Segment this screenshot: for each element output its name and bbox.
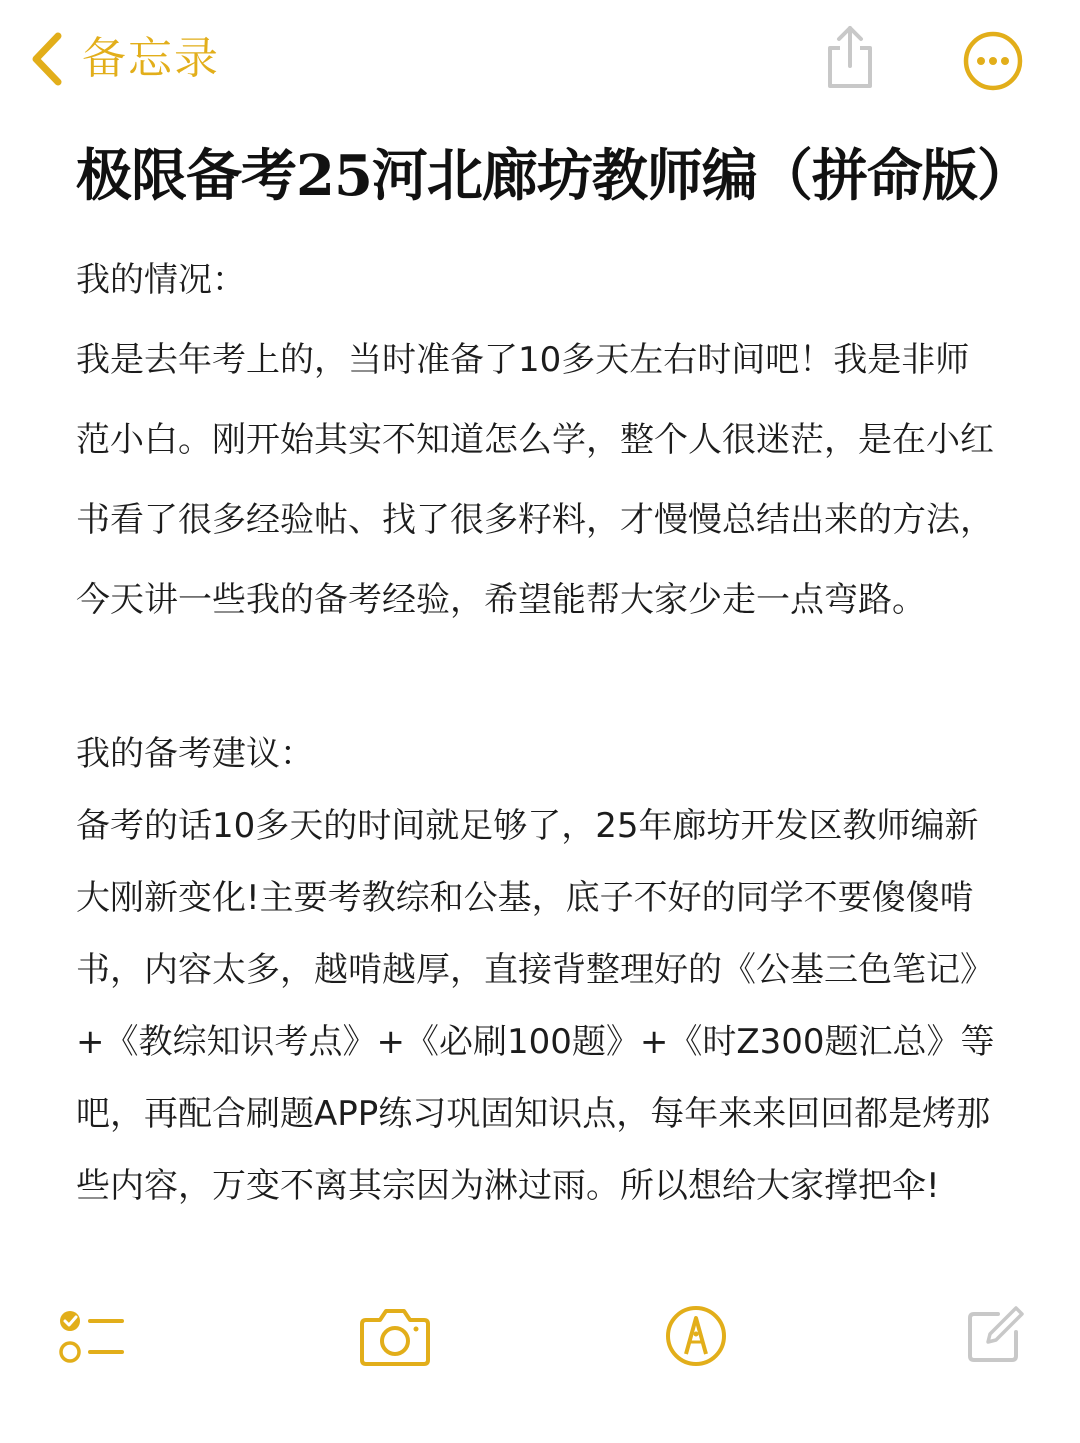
back-label: 备忘录 bbox=[82, 33, 220, 84]
markup-button[interactable] bbox=[664, 1304, 728, 1368]
section-heading-advice[interactable]: 我的备考建议： bbox=[76, 734, 314, 774]
share-button[interactable] bbox=[820, 22, 880, 92]
camera-button[interactable] bbox=[358, 1306, 432, 1368]
more-button[interactable] bbox=[962, 30, 1024, 92]
markup-icon bbox=[664, 1304, 728, 1368]
compose-icon bbox=[964, 1304, 1026, 1366]
checklist-icon bbox=[56, 1306, 126, 1368]
navigation-bar bbox=[0, 0, 1080, 120]
paragraph-situation[interactable]: 我是去年考上的，当时准备了10多天左右时间吧！我是非师范小白。刚开始其实不知道怎么学，整个人很迷茫，是在小红书看了很多经验帖、找了很多籽料，才慢慢总结出来的方法，今天讲一些我的备考经验，希望能帮大家少走一点弯路。 bbox=[76, 340, 994, 620]
compose-button[interactable] bbox=[964, 1304, 1026, 1366]
more-icon bbox=[962, 77, 1024, 96]
camera-icon bbox=[358, 1306, 432, 1368]
share-icon bbox=[820, 77, 880, 96]
note-title[interactable]: 极限备考25河北廊坊教师编（拼命版） bbox=[76, 143, 1032, 209]
back-button[interactable] bbox=[30, 24, 220, 94]
checklist-button[interactable] bbox=[56, 1306, 126, 1368]
paragraph-advice[interactable]: 备考的话10多天的时间就足够了，25年廊坊开发区教师编新大刚新变化!主要考教综和公基，底子不好的同学不要傻傻啃书，内容太多，越啃越厚，直接背整理好的《公基三色笔记》+《教综知识考点》+《必刷100题》+《时Z300题汇总》等吧，再配合刷题APP练习巩固知识点，每年来来回回都是烤那些内容，万变不离其宗因为淋过雨。所以想给大家撑把伞! bbox=[76, 806, 995, 1206]
chevron-left-icon bbox=[30, 31, 64, 87]
section-heading-situation[interactable]: 我的情况： bbox=[76, 260, 246, 300]
